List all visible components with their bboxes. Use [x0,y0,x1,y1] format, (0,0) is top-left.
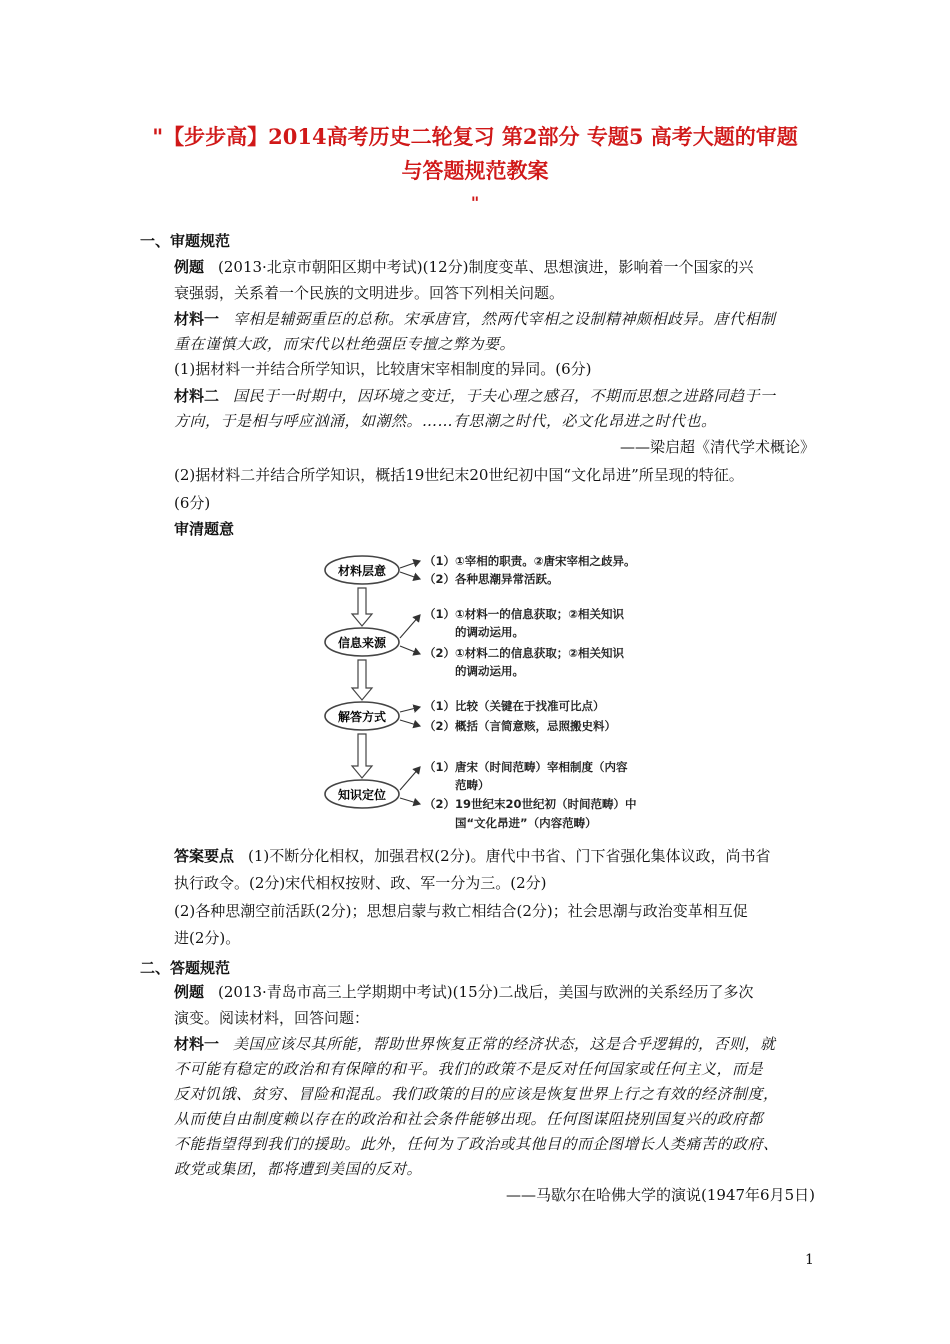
section1-heading: 一、审题规范 [140,232,231,250]
down-arrow-icon [352,588,372,626]
s1-answer-l2: 执行政令。(2分)宋代相权按财、政、军一分为三。(2分) [174,874,547,892]
s1-material2-l2: 方向，于是相与呼应汹涌，如潮然。……有思潮之时代，必文化昂进之时代也。 [174,412,717,430]
example2-label: 例题 [174,983,205,1001]
s1-material1-l2: 重在谨慎大政，而宋代以杜绝强臣专擅之弊为要。 [174,335,516,353]
diagram-item: （1）①宰相的职责。②唐宋宰相之歧异。 [424,554,636,568]
s1-material2: 材料二 国民于一时期中，因环境之变迁，于夫心理之感召，不期而思想之进路同趋于一 [174,387,776,405]
s1-answer-l4: 进(2分)。 [174,929,241,947]
material1-label: 材料一 [174,310,220,328]
analysis-flow-diagram [320,548,680,838]
s1-example-l2: 衰强弱，关系着一个民族的文明进步。回答下列相关问题。 [174,284,565,302]
diagram-item: 国“文化昂进”（内容范畴） [455,816,597,830]
s1-answer-l3: (2)各种思潮空前活跃(2分)；思想启蒙与救亡相结合(2分)；社会思潮与政治变革相互促 [174,902,748,920]
s2-material1-source: ——马歇尔在哈佛大学的演说(1947年6月5日) [506,1186,815,1204]
s1-material2-source: ——梁启超《清代学术概论》 [619,438,815,456]
node-info-source-label: 信息来源 [337,636,387,650]
shenqing-heading: 审清题意 [174,520,235,538]
diagram-item: （1）①材料一的信息获取；②相关知识 [424,607,624,621]
s2-material1-line: 从而使自由制度赖以存在的政治和社会条件能够出现。任何图谋阻挠别国复兴的政府都 [174,1110,764,1128]
node-knowledge-label: 知识定位 [337,788,387,802]
diagram-item: （2）19世纪末20世纪初（时间范畴）中 [424,797,637,811]
s1-example: 例题 (2013·北京市朝阳区期中考试)(12分)制度变革、思想演进，影响着一个国家的兴 [174,258,754,276]
down-arrow-icon [352,660,372,700]
s2-material1-line: 不可能有稳定的政治和有保障的和平。我们的政策不是反对任何国家或任何主义，而是 [174,1060,764,1078]
example-source: (2013·北京市朝阳区期中考试) [218,258,423,276]
s2-material1-line: 政党或集团，都将遭到美国的反对。 [174,1160,423,1178]
node-answer-method-label: 解答方式 [337,710,387,724]
s1-answer: 答案要点 (1)不断分化相权，加强君权(2分)。唐代中书省、门下省强化集体议政，尚书省 [174,847,771,865]
diagram-item: 的调动运用。 [455,625,524,639]
diagram-item: （1）唐宋（时间范畴）宰相制度（内容 [424,760,628,774]
diagram-item: 范畴） [455,778,490,792]
s2-material1-label: 材料一 [174,1035,220,1053]
diagram-item: （2）①材料二的信息获取；②相关知识 [424,646,624,660]
s1-question2: (2)据材料二并结合所学知识，概括19世纪末20世纪初中国“文化昂进”所呈现的特征。 [174,466,744,484]
down-arrow-icon [352,734,372,778]
s2-material1-line: 不能指望得到我们的援助。此外，任何为了政治或其他目的而企图增长人类痛苦的政府、 [174,1135,779,1153]
s1-question1: (1)据材料一并结合所学知识，比较唐宋宰相制度的异同。(6分) [174,360,592,378]
section2-heading: 二、答题规范 [140,959,231,977]
s2-material1: 材料一 美国应该尽其所能，帮助世界恢复正常的经济状态，这是合乎逻辑的，否则，就 [174,1035,776,1053]
s2-example-l2: 演变。阅读材料，回答问题： [174,1009,370,1027]
s2-material1-line: 反对饥饿、贫穷、冒险和混乱。我们政策的目的应该是恢复世界上行之有效的经济制度， [174,1085,779,1103]
node-material-label: 材料层意 [337,564,387,578]
example-label: 例题 [174,258,205,276]
diagram-item: （2）概括（言简意赅，忌照搬史料） [424,719,616,733]
diagram-item: （1）比较（关键在于找准可比点） [424,699,605,713]
doc-title-line1: "【步步高】2014高考历史二轮复习 第2部分 专题5 高考大题的审题 [152,124,798,149]
s2-example: 例题 (2013·青岛市高三上学期期中考试)(15分)二战后，美国与欧洲的关系经历了多次 [174,983,754,1001]
doc-title-line3: " [470,193,480,212]
doc-title-line2: 与答题规范教案 [401,158,549,183]
s1-material1: 材料一 宰相是辅弼重臣的总称。宋承唐官，然两代宰相之设制精神颇相歧异。唐代相制 [174,310,776,328]
answer-label: 答案要点 [174,847,235,865]
material2-label: 材料二 [174,387,220,405]
diagram-item: 的调动运用。 [455,664,524,678]
s1-question2-l2: (6分) [174,494,211,512]
page-number: 1 [805,1252,814,1268]
diagram-item: （2）各种思潮异常活跃。 [424,572,559,586]
